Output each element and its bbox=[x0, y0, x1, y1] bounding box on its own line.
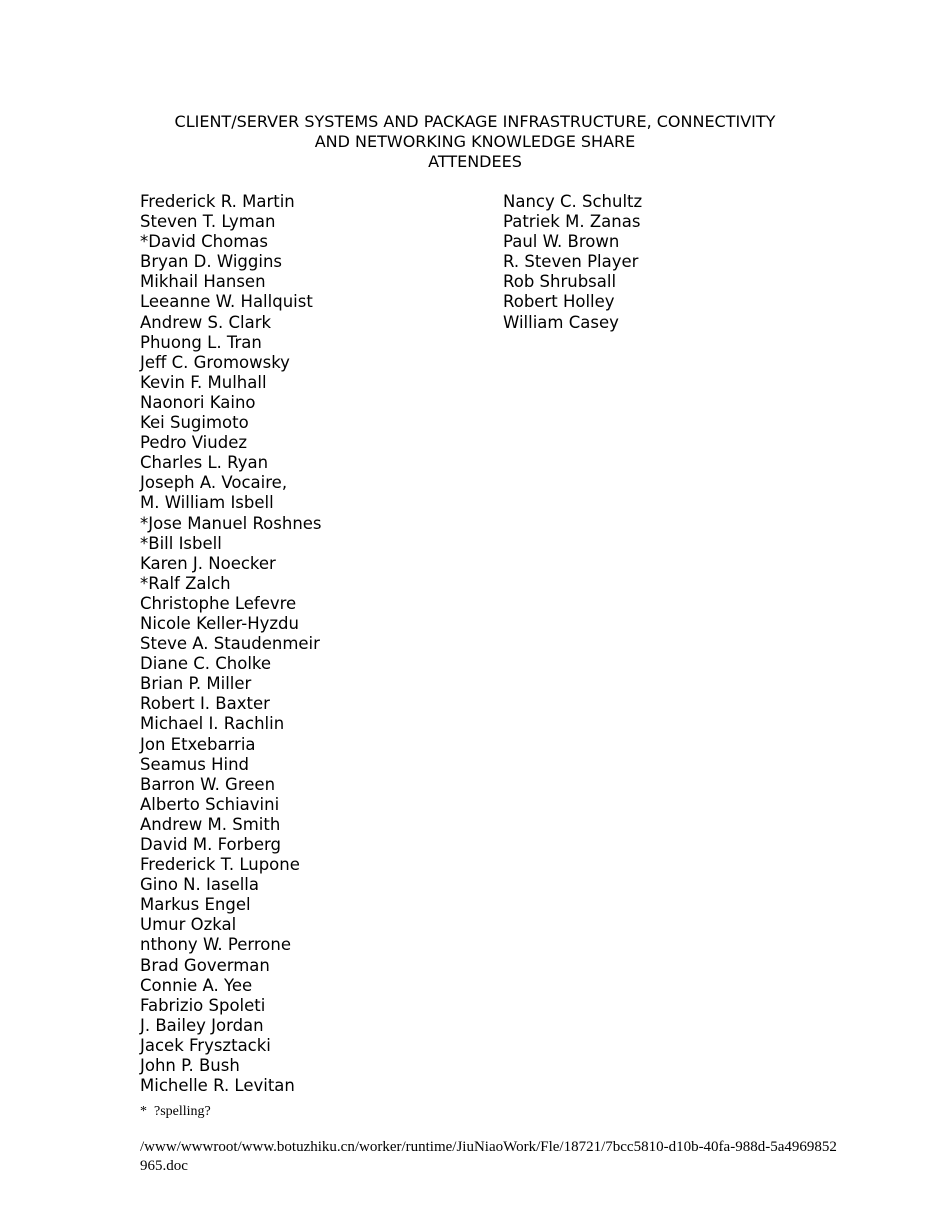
attendee-name: Jon Etxebarria bbox=[140, 734, 256, 754]
attendee-name: Karen J. Noecker bbox=[140, 553, 276, 573]
attendee-name: Seamus Hind bbox=[140, 754, 250, 774]
attendee-name: David M. Forberg bbox=[140, 835, 281, 854]
title-line-2: AND NETWORKING KNOWLEDGE SHARE bbox=[314, 132, 636, 151]
attendee-name: Nancy C. Schultz bbox=[503, 192, 643, 211]
file-path: /www/wwwroot/www.botuzhiku.cn/worker/runtime/JiuNiaoWork/Fle/18721/7bcc5810-d10b-40fa-988d-5a4969852965.doc bbox=[140, 1139, 837, 1174]
attendee-name: Christophe Lefevre bbox=[140, 593, 297, 613]
attendee-name: Michael I. Rachlin bbox=[140, 714, 285, 734]
attendee-name: Barron W. Green bbox=[140, 774, 276, 794]
title-line-1: CLIENT/SERVER SYSTEMS AND PACKAGE INFRASTRUCTURE, CONNECTIVITY bbox=[174, 112, 776, 131]
attendee-name: *David Chomas bbox=[140, 232, 268, 252]
attendee-name: Kevin F. Mulhall bbox=[140, 372, 267, 392]
attendees-right-column bbox=[503, 192, 642, 333]
document-title bbox=[0, 112, 950, 172]
attendee-name: Andrew S. Clark bbox=[140, 312, 272, 332]
attendee-name: *Jose Manuel Roshnes bbox=[140, 513, 322, 533]
attendee-name: Robert Holley bbox=[503, 292, 615, 312]
attendee-name: Jeff C. Gromowsky bbox=[140, 352, 290, 372]
attendee-name: Paul W. Brown bbox=[503, 232, 620, 252]
attendee-name: John P. Bush bbox=[140, 1056, 240, 1076]
attendee-name: J. Bailey Jordan bbox=[140, 1015, 264, 1035]
attendee-name: Umur Ozkal bbox=[140, 915, 237, 935]
attendee-name: *Bill Isbell bbox=[140, 533, 222, 553]
attendee-name: Andrew M. Smith bbox=[140, 814, 281, 834]
attendee-name: Bryan D. Wiggins bbox=[140, 252, 282, 272]
attendee-name: Naonori Kaino bbox=[140, 392, 256, 412]
attendee-name: Frederick R. Martin bbox=[140, 192, 295, 211]
attendee-name: *Ralf Zalch bbox=[140, 573, 231, 593]
attendees-left-column bbox=[140, 192, 322, 1096]
attendee-name: Steve A. Staudenmeir bbox=[140, 634, 320, 654]
attendee-name: Patriek M. Zanas bbox=[503, 212, 641, 232]
attendee-name: Brad Goverman bbox=[140, 955, 270, 975]
attendee-name: Frederick T. Lupone bbox=[140, 855, 300, 875]
attendee-name: Rob Shrubsall bbox=[503, 272, 617, 292]
attendee-name: nthony W. Perrone bbox=[140, 935, 291, 955]
attendee-name: M. William Isbell bbox=[140, 493, 274, 513]
attendee-name: Pedro Viudez bbox=[140, 433, 248, 453]
attendee-name: R. Steven Player bbox=[503, 252, 639, 272]
attendee-name: Mikhail Hansen bbox=[140, 272, 266, 292]
attendee-name: Steven T. Lyman bbox=[140, 212, 276, 232]
attendee-name: Fabrizio Spoleti bbox=[140, 995, 266, 1015]
attendee-name: Alberto Schiavini bbox=[140, 794, 280, 814]
attendee-name: Diane C. Cholke bbox=[140, 654, 272, 674]
attendee-name: Robert I. Baxter bbox=[140, 694, 270, 714]
attendee-name: Kei Sugimoto bbox=[140, 413, 249, 433]
attendee-name: Phuong L. Tran bbox=[140, 332, 262, 352]
attendee-name: Connie A. Yee bbox=[140, 975, 253, 995]
footnote: * ?spelling? bbox=[140, 1104, 211, 1119]
attendee-name: Leeanne W. Hallquist bbox=[140, 292, 313, 312]
attendee-name: Jacek Frysztacki bbox=[140, 1035, 271, 1055]
attendee-name: Nicole Keller-Hyzdu bbox=[140, 613, 299, 633]
attendee-name: Brian P. Miller bbox=[140, 674, 252, 694]
attendee-name: William Casey bbox=[503, 312, 619, 332]
attendee-name: Joseph A. Vocaire, bbox=[140, 473, 288, 493]
attendee-name: Michelle R. Levitan bbox=[140, 1076, 295, 1096]
attendee-name: Charles L. Ryan bbox=[140, 453, 269, 473]
attendee-name: Markus Engel bbox=[140, 895, 251, 915]
attendee-name: Gino N. Iasella bbox=[140, 875, 260, 895]
title-line-3: ATTENDEES bbox=[428, 152, 522, 171]
